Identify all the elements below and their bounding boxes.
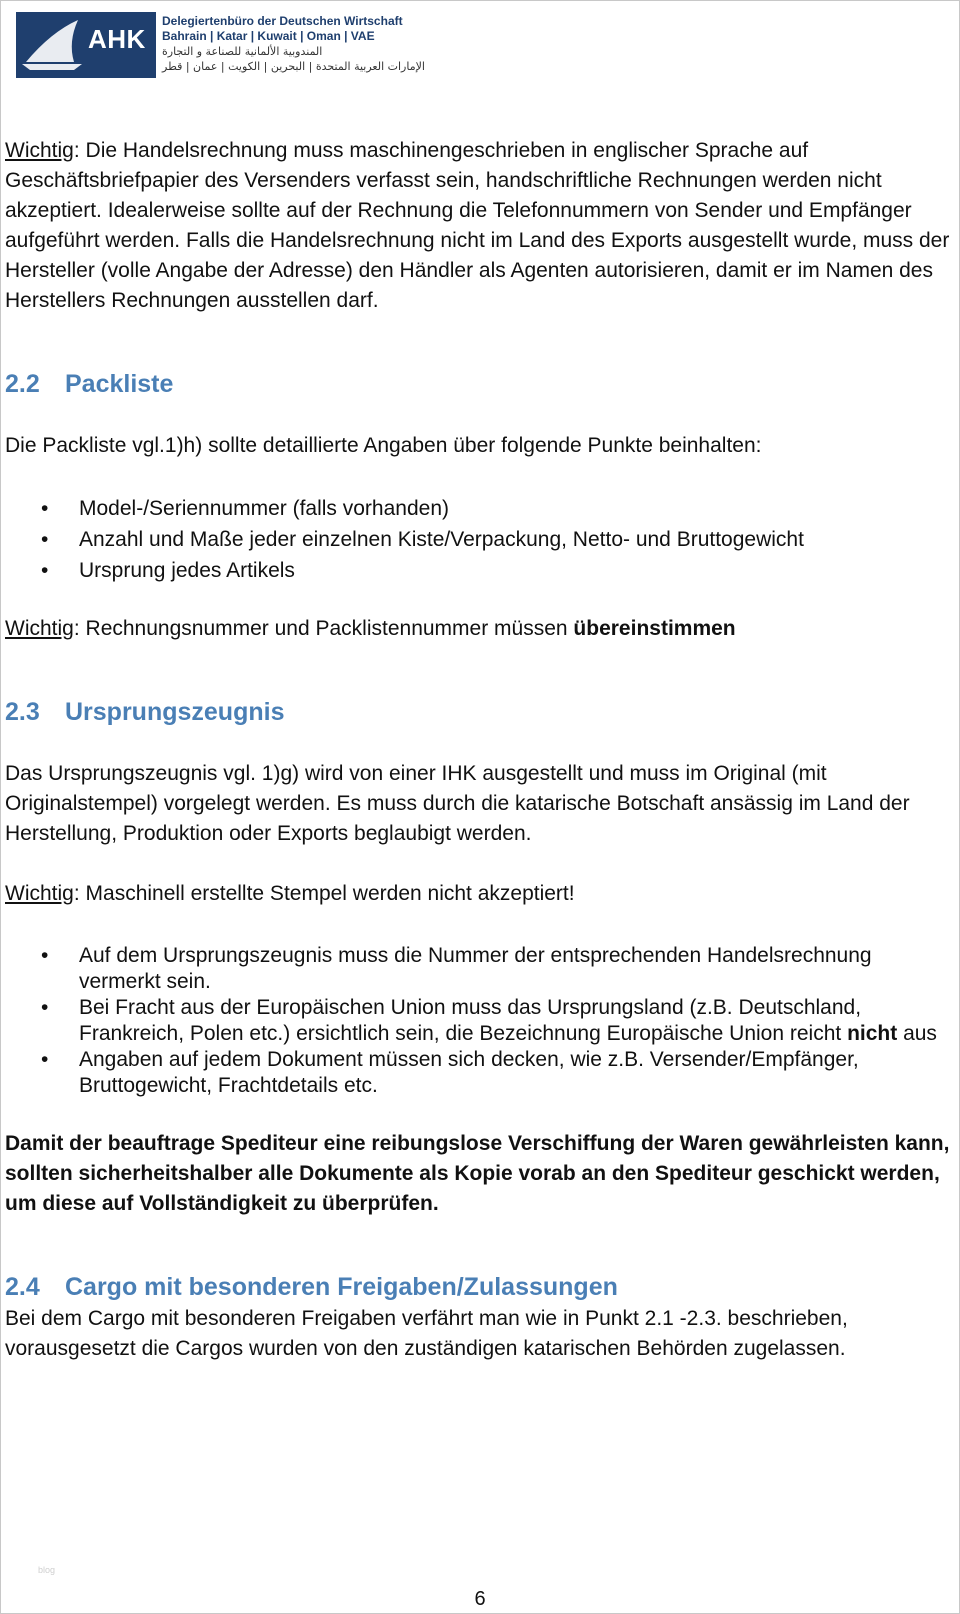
bullet-icon: • (41, 528, 49, 551)
packliste-intro: Die Packliste vgl.1)h) sollte detaillierte Angaben über folgende Punkte beinhalten: (5, 434, 762, 457)
ursprung-note (5, 879, 955, 909)
org-name-de: Delegiertenbüro der Deutschen Wirtschaft (162, 14, 403, 28)
note-bold: übereinstimmen (573, 617, 736, 640)
important-label: Wichtig (5, 617, 74, 640)
bullet-icon: • (41, 559, 49, 582)
org-countries-ar: الإمارات العربية المتحدة | البحرين | الكويت | عمان | قطر (162, 60, 425, 73)
important-label: Wichtig (5, 882, 74, 905)
list-item (5, 995, 955, 1047)
note-text: : Rechnungsnummer und Packlistennummer müssen (73, 617, 574, 640)
org-name-ar: المندوبية الألمانية للصناعة و التجارة (162, 45, 323, 58)
list-item-bold: nicht (847, 1022, 898, 1045)
forwarder-advice: Damit der beauftrage Spediteur eine reibungslose Verschiffung der Waren gewährleisten kann, sollten sicherheitshalber alle Dokumente als Kopie vorab an den Spediteur geschickt werden, um diese auf Vollständigkeit zu überprüfen. (5, 1132, 950, 1215)
bullet-icon: • (41, 497, 49, 520)
organization-lines (162, 14, 462, 74)
section-number: 2.2 (5, 370, 40, 398)
ahk-logo (16, 12, 156, 78)
packliste-list (5, 493, 955, 586)
note-text: : Maschinell erstellte Stempel werden nicht akzeptiert! (73, 882, 575, 905)
list-item-text: Model-/Seriennummer (falls vorhanden) (79, 497, 449, 520)
section-number: 2.3 (5, 698, 40, 726)
list-item-text: Anzahl und Maße jeder einzelnen Kiste/Verpackung, Netto- und Bruttogewicht (79, 528, 804, 551)
intro-text: : Die Handelsrechnung muss maschinengeschrieben in englischer Sprache auf Geschäftsbriefpapier des Versenders verfasst sein, handschriftliche Rechnungen werden nicht akzeptiert. Idealerweise sollte auf der Rechnung die Telefonnummern von Sender und Empfänger aufgeführt werden. Falls die Handelsrechnung nicht im Land des Exports ausgestellt wurde, muss der Hersteller (volle Angabe der Adresse) den Händler als Agenten autorisieren, damit er im Namen des Herstellers Rechnungen ausstellen darf. (5, 139, 950, 312)
packliste-note (5, 614, 955, 644)
cargo-text: Bei dem Cargo mit besonderen Freigaben verfährt man wie in Punkt 2.1 -2.3. beschrieben, vorausgesetzt die Cargos wurden von den zuständigen katarischen Behörden zugelassen. (5, 1307, 848, 1360)
list-item-text-after: aus (897, 1022, 937, 1045)
important-label: Wichtig (5, 139, 74, 162)
section-2-4-heading (5, 1272, 955, 1302)
section-2-3-heading (5, 697, 955, 727)
page-number: 6 (474, 1588, 486, 1610)
list-item (5, 524, 955, 555)
list-item-text: Bei Fracht aus der Europäischen Union muss das Ursprungsland (z.B. Deutschland, Frankreich, Polen etc.) ersichtlich sein, die Bezeichnung Europäische Union reicht (79, 996, 862, 1045)
bullet-icon: • (41, 944, 49, 967)
list-item-text: Auf dem Ursprungszeugnis muss die Nummer der entsprechenden Handelsrechnung vermerkt sein. (79, 944, 872, 993)
watermark: blog (38, 1565, 56, 1575)
intro-paragraph (5, 136, 955, 316)
org-countries: Bahrain | Katar | Kuwait | Oman | VAE (162, 29, 375, 43)
ursprung-intro: Das Ursprungszeugnis vgl. 1)g) wird von einer IHK ausgestellt und muss im Original (mit Originalstempel) vorgelegt werden. Es muss durch die katarische Botschaft ansässig im Land der Herstellung, Produktion oder Exports beglaubigt werden. (5, 762, 910, 845)
section-title: Ursprungszeugnis (65, 698, 285, 726)
list-item (5, 493, 955, 524)
logo-abbreviation: AHK (88, 24, 146, 54)
list-item (5, 1047, 955, 1099)
section-title: Packliste (65, 370, 174, 398)
bullet-icon: • (41, 996, 49, 1019)
list-item (5, 943, 955, 995)
section-title: Cargo mit besonderen Freigaben/Zulassungen (65, 1273, 618, 1301)
list-item (5, 555, 955, 586)
list-item-text: Ursprung jedes Artikels (79, 559, 295, 582)
bullet-icon: • (41, 1048, 49, 1071)
section-number: 2.4 (5, 1273, 40, 1301)
list-item-text: Angaben auf jedem Dokument müssen sich decken, wie z.B. Versender/Empfänger, Bruttogewicht, Frachtdetails etc. (79, 1048, 859, 1097)
ursprung-list (5, 943, 955, 1099)
document-body (5, 136, 955, 1364)
section-2-2-heading (5, 369, 955, 399)
